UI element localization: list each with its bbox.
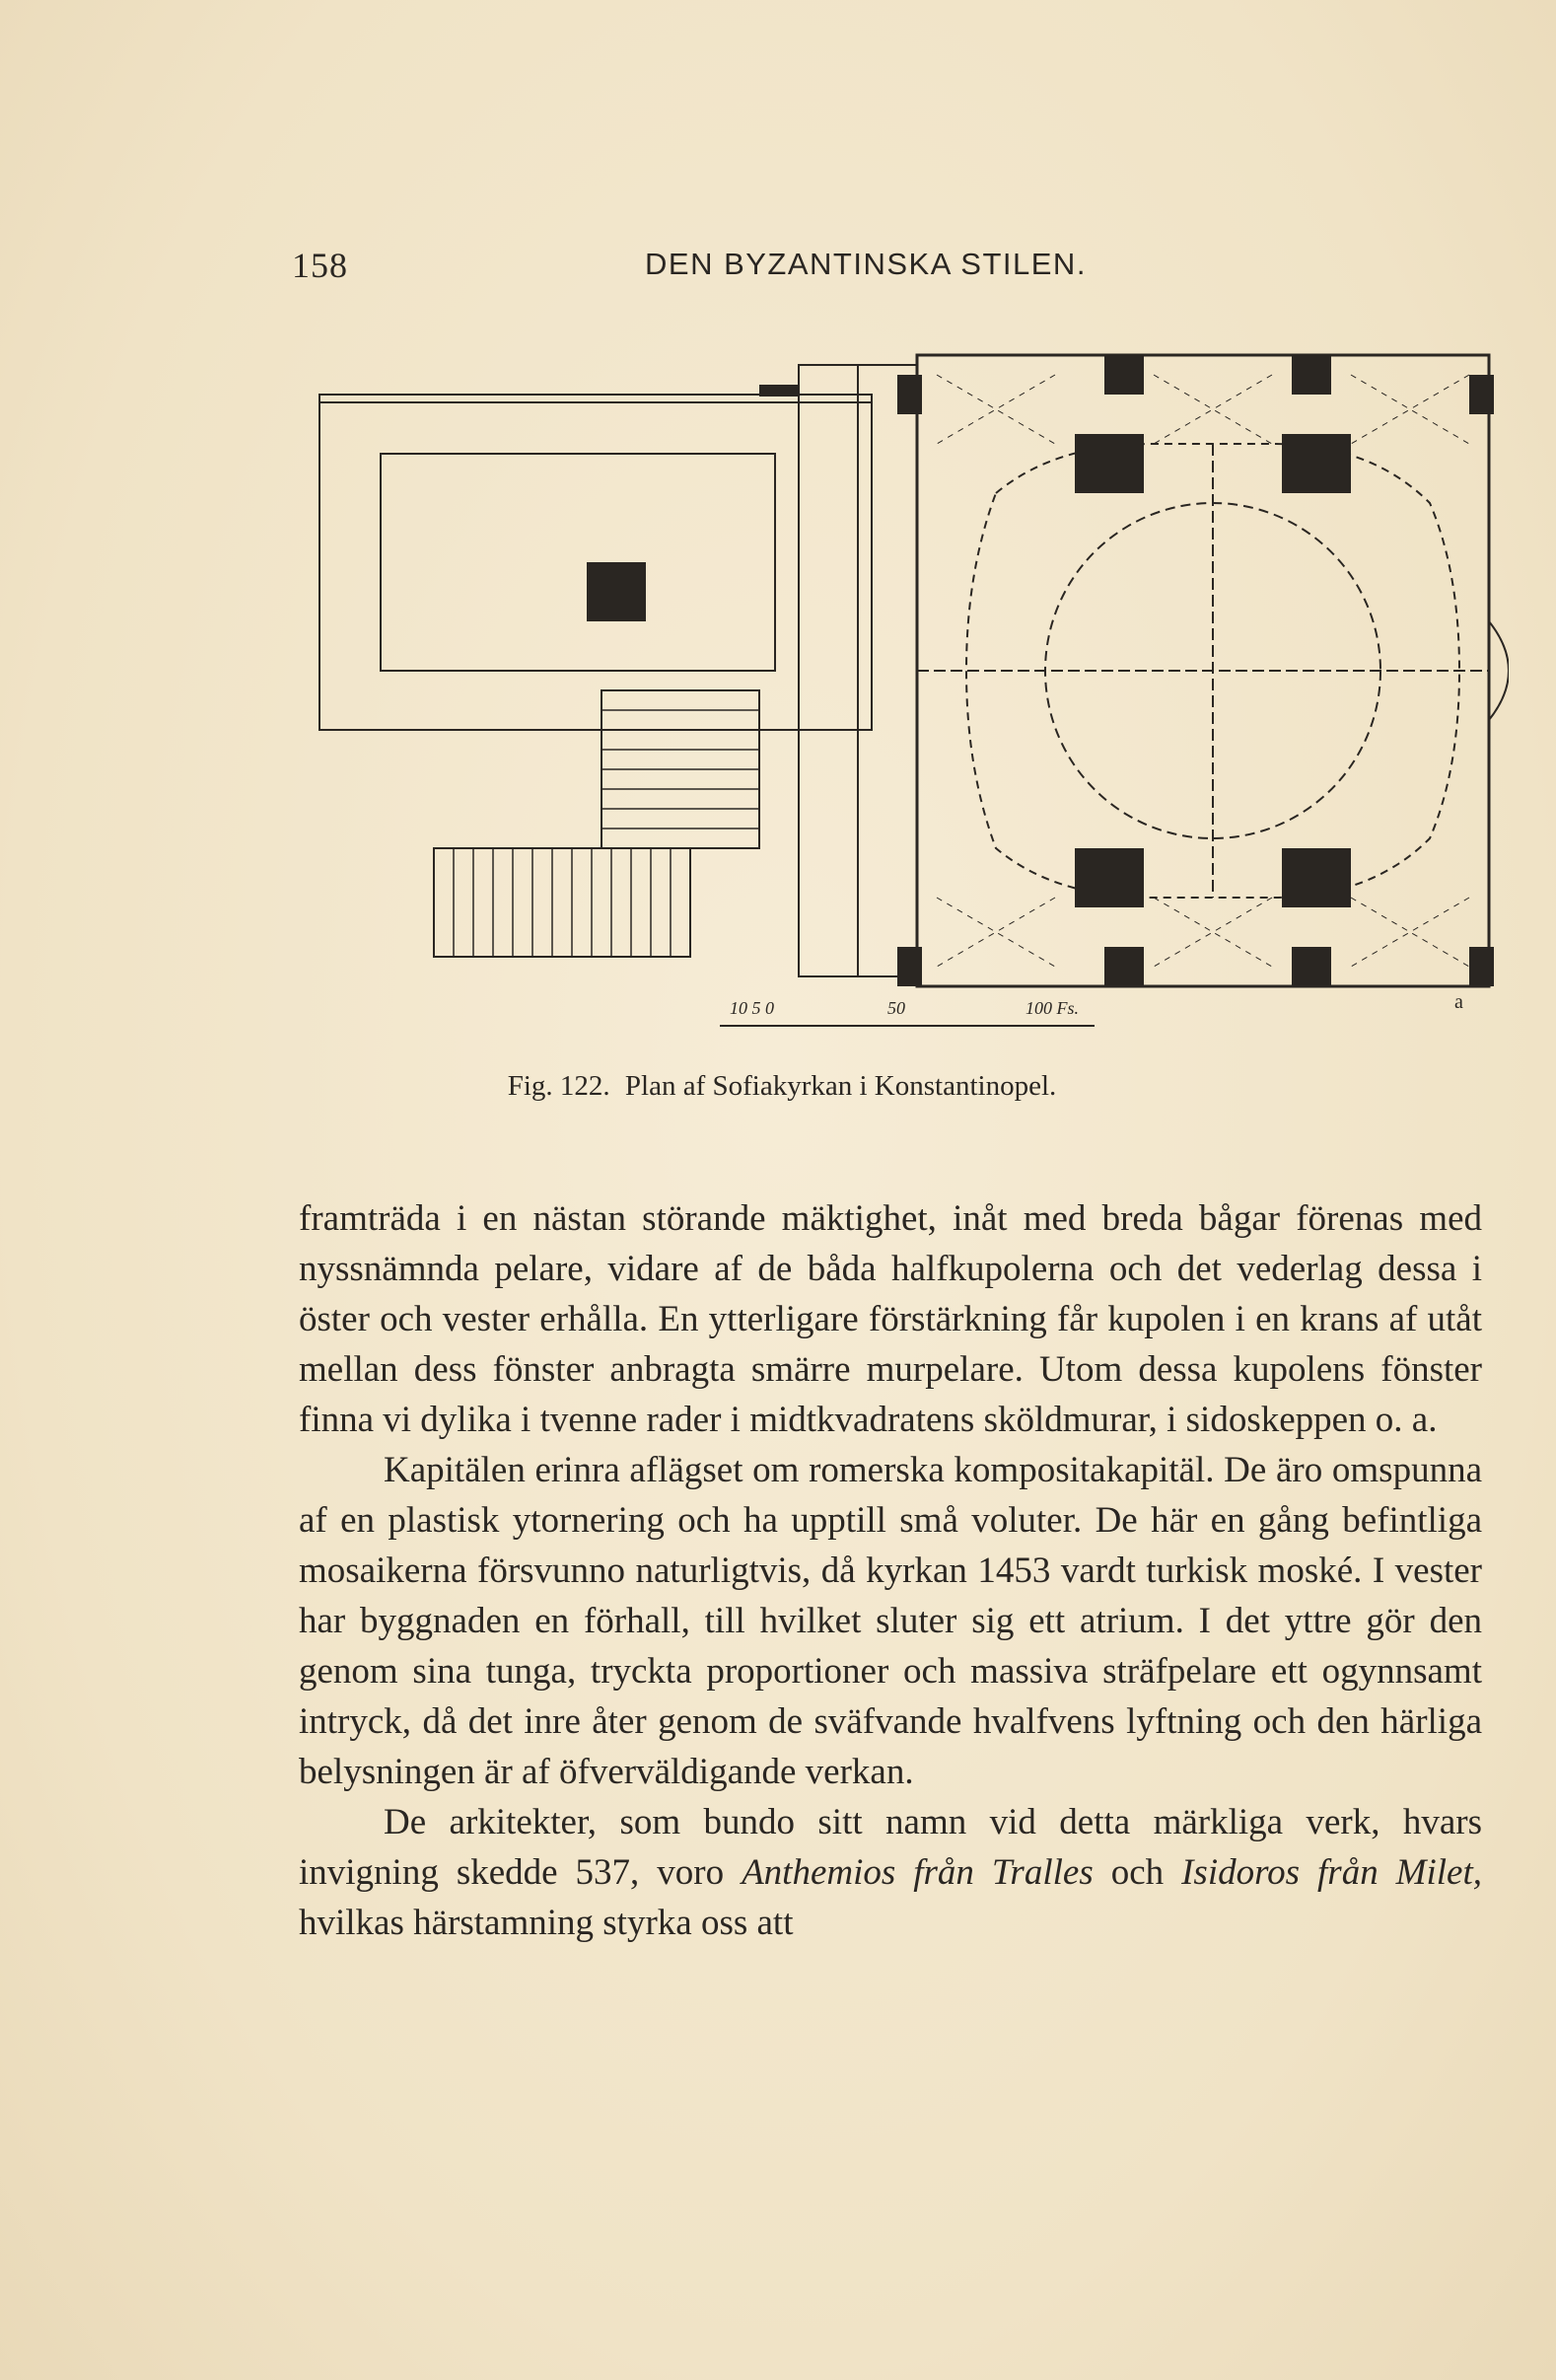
page-number: 158 — [292, 246, 348, 285]
paragraph-3-start: De arkitekter, som bundo sitt namn vid detta märkliga verk, hvars invigning skedde 537, voro — [299, 1802, 1482, 1893]
figure-caption — [0, 1070, 1556, 1103]
paragraph-3-mid: och — [1093, 1852, 1182, 1893]
body-text — [299, 1193, 1482, 1948]
pier — [1075, 848, 1144, 907]
atrium-inner — [381, 454, 775, 671]
architect-name-1: Anthemios från Tralles — [742, 1852, 1094, 1893]
paragraph-3-end: hvilkas härstamning styrka oss att — [299, 1903, 794, 1943]
page-header — [292, 245, 1278, 294]
scale-label: 100 Fs. — [1026, 998, 1079, 1018]
pier — [1075, 434, 1144, 493]
ramp — [434, 848, 690, 957]
scale-label: 10 5 0 — [730, 998, 774, 1018]
floor-plan-figure — [306, 335, 1509, 1046]
floor-plan-drawing — [306, 335, 1509, 1046]
pier — [1282, 434, 1351, 493]
architect-name-2: Isidoros från Milet, — [1181, 1852, 1482, 1893]
narthex — [799, 365, 858, 976]
exonarthex — [858, 365, 917, 976]
apse — [1489, 621, 1509, 720]
scale-bar — [720, 998, 1095, 1026]
corner-label: a — [1454, 991, 1463, 1013]
scale-label: 50 — [887, 998, 905, 1018]
paragraph-2: Kapitälen erinra aflägset om romerska kompositakapitäl. De äro omspunna af en plastisk ytornering och ha upptill små voluter. De här en gång befintliga mosaikerna försvunno naturligtvis, då kyrkan 1453 vardt turkisk moské. I vester har byggnaden en förhall, till hvilket sluter sig ett atrium. I det yttre gör den genom sina tunga, tryckta proportioner och massiva sträfpelare ett ogynnsamt intryck, då det inre åter genom de sväfvande hvalfvens lyftning och den härliga belysningen är af öfverväldigande verkan. — [299, 1450, 1482, 1792]
running-title: DEN BYZANTINSKA STILEN. — [645, 247, 1087, 281]
figure-label: Fig. 122. — [507, 1070, 610, 1102]
paragraph-3 — [299, 1797, 1482, 1948]
pier — [1282, 848, 1351, 907]
figure-caption-text: Plan af Sofiakyrkan i Konstantinopel. — [624, 1070, 1057, 1102]
paragraph-1: framträda i en nästan störande mäktighet, inåt med breda bågar förenas med nyssnämnda pelare, vidare af de båda halfkupolerna och det vederlag dessa i öster och vester erhålla. En ytterligare förstärkning får kupolen i en krans af utåt mellan dess fönster anbragta smärre murpelare. Utom dessa kupolens fönster finna vi dylika i tvenne rader i midtkvadratens sköldmurar, i sidoskeppen o. a. — [299, 1198, 1482, 1440]
